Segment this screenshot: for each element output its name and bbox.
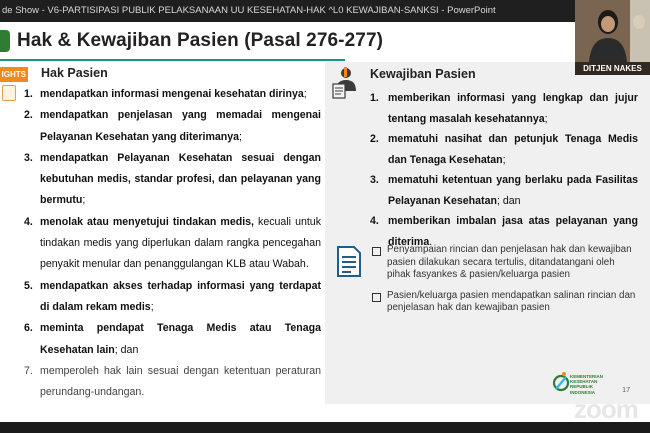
hak-pasien-list [24,84,321,403]
item-text: memberikan imbalan jasa atas pelayanan yang diterima [388,215,638,248]
hak-pasien-heading: Hak Pasien [41,66,108,80]
presentation-slide [0,22,650,422]
item-text: meminta pendapat Tenaga Medis atau Tenaga Kesehatan lain [40,322,321,356]
kewajiban-pasien-list [370,88,638,252]
item-number: 1. [24,88,33,100]
document-icon [337,246,361,277]
item-tail: . [429,235,433,248]
item-text: mendapatkan Pelayanan Kesehatan sesuai dengan kebutuhan medis, standar profesi, dan pelayanan yang bermutu [40,151,321,207]
item-number: 3. [370,174,379,186]
title-underline [0,59,345,61]
ministry-logo-mark [0,30,10,52]
note-item [372,290,640,315]
window-title: de Show - V6-PARTISIPASI PUBLIK PELAKSANAAN UU KESEHATAN-HAK ^L0 KEWAJIBAN-SANKSI - PowerPoint [2,5,496,16]
checkbox-square-icon [372,247,381,256]
item-text: memberikan informasi yang lengkap dan jujur tentang masalah kesehatannya [388,92,638,125]
item-number: 1. [370,92,379,104]
item-text: menolak atau menyetujui tindakan medis, [40,215,254,228]
item-tail: ; [502,153,506,166]
item-text: mendapatkan informasi mengenai kesehatan dirinya [40,88,304,100]
list-item [370,129,638,170]
list-item [24,361,321,404]
list-item [24,318,321,361]
participant-video-tile[interactable] [575,0,650,75]
item-tail: ; [303,88,307,100]
list-item [24,212,321,276]
item-number: 2. [24,109,33,122]
item-number: 4. [24,215,33,228]
participant-avatar [575,0,650,62]
item-tail: ; [82,194,86,207]
item-number: 3. [24,151,33,164]
note-text: Pasien/keluarga pasien mendapatkan salinan rincian dan penjelasan hak dan kewajiban pasien [387,289,636,313]
item-text: mendapatkan penjelasan yang memadai mengenai Pelayanan Kesehatan yang diterimanya [40,109,321,143]
item-number: 4. [370,215,379,227]
list-item [370,170,638,211]
checkbox-square-icon [372,293,381,302]
item-tail: ; [239,130,242,143]
item-tail: ; dan [496,194,521,207]
item-number: 7. [24,364,33,377]
item-number: 2. [370,133,379,145]
item-text: mematuhi nasihat dan petunjuk Tenaga Medis dan Tenaga Kesehatan [388,133,638,166]
item-text: memperoleh hak lain sesuai dengan ketentuan peraturan perundang-undangan. [40,364,321,399]
tag-icon [2,85,16,101]
note-item [372,244,640,282]
notes-list [372,244,640,323]
window-titlebar [0,0,650,22]
kemenkes-logo-text: KEMENTERIAN KESEHATAN REPUBLIK INDONESIA [570,374,604,395]
item-tail: ; dan [114,343,139,356]
item-tail: ; [150,300,154,313]
list-item [370,88,638,129]
rights-tag: IGHTS [0,67,28,82]
list-item [24,148,321,212]
item-text: mendapatkan akses terhadap informasi yang terdapat di dalam rekam medis [40,279,321,313]
item-number: 6. [24,322,33,335]
zoom-watermark: zoom [574,394,638,422]
item-text: mematuhi ketentuan yang berlaku pada Fasilitas Pelayanan Kesehatan [388,174,638,207]
item-tail: ; [544,112,548,125]
list-item [24,84,321,105]
item-number: 5. [24,279,33,292]
slide-title: Hak & Kewajiban Pasien (Pasal 276-277) [17,30,384,51]
list-item [24,276,321,319]
slide-number: 17 [622,385,631,394]
list-item [24,105,321,148]
bottom-status-bar [0,422,650,433]
participant-name: DITJEN NAKES [575,62,650,75]
kewajiban-pasien-heading: Kewajiban Pasien [370,67,476,81]
patient-person-icon [330,65,363,100]
note-text: Penyampaian rincian dan penjelasan hak dan kewajiban pasien dilakukan secara tertulis, ditandatangani oleh pihak fasyankes & pasien/keluarga pasien [387,244,632,280]
item-tail: kecuali untuk tindakan medis yang diperlukan dalam rangka pencegahan penyakit menular dan penanggulangan KLB atau Wabah. [40,215,321,271]
